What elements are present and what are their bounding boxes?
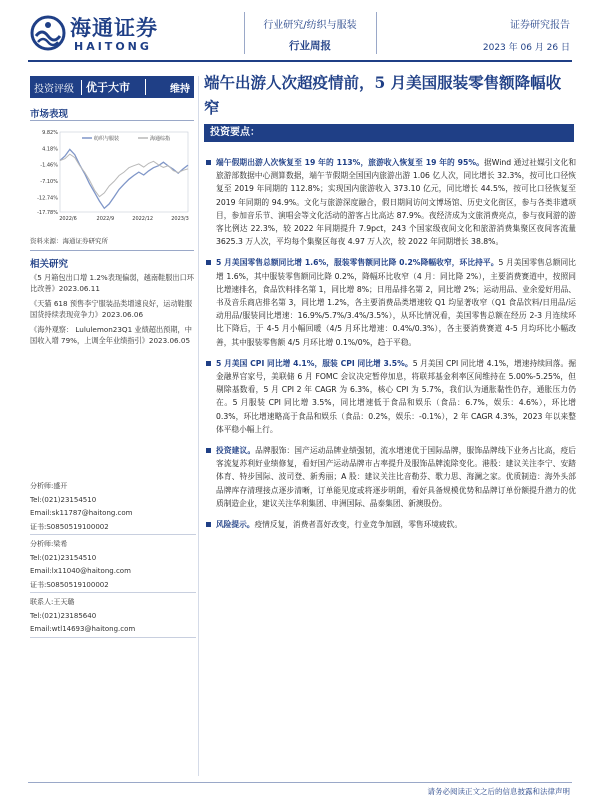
analyst-email[interactable]: Email:lx11040@haitong.com [30, 567, 131, 575]
rating-trend: 维持 [170, 83, 190, 95]
report-label: 证券研究报告 [510, 20, 570, 31]
chart-source: 资料来源：海通证券研究所 [30, 237, 108, 245]
key-points-list [206, 156, 576, 539]
related-item[interactable]: 《海外观察： Lululemon23Q1 业绩超出预期，中国收入增 79%，上调全年业绩指引》2023.06.05 [30, 325, 192, 345]
logo-chinese-name: 海通证券 [70, 15, 158, 40]
key-point [206, 518, 576, 531]
haitong-logo-icon [30, 14, 66, 52]
market-chart [30, 126, 194, 226]
analyst-card [30, 538, 196, 593]
column-divider [198, 76, 199, 776]
analyst-list [30, 480, 196, 641]
analyst-cert: 证书:S0850519100002 [30, 580, 109, 589]
y-tick-label: -17.78% [37, 210, 58, 216]
report-date: 2023 年 06 月 26 日 [482, 43, 570, 53]
report-header [0, 0, 600, 64]
analyst-tel: Tel:(021)23154510 [30, 553, 97, 562]
y-tick-label: 9.82% [42, 130, 58, 136]
key-point [206, 357, 576, 436]
series-line [60, 149, 188, 208]
y-tick-label: -12.74% [37, 195, 58, 202]
key-point-body: 疫情反复，消费者喜好改变，行业竞争加剧，零售环境疲软。 [254, 520, 463, 530]
y-tick-label: 4.18% [42, 146, 58, 153]
related-research-list [30, 272, 196, 350]
analyst-email[interactable]: Email:wtl14693@haitong.com [30, 625, 136, 633]
x-tick-label: 2022/9 [96, 216, 115, 222]
section-rule [30, 250, 194, 251]
key-point [206, 256, 576, 348]
page-title: 端午出游人次超疫情前，5 月美国服装零售额降幅收窄 [204, 73, 562, 117]
legend-label: 纺织与服装 [94, 136, 120, 142]
analyst-tel: Tel:(021)23185640 [30, 611, 97, 620]
market-title: 市场表现 [30, 109, 69, 120]
series-line [60, 154, 188, 197]
market-chart-svg [30, 126, 194, 226]
analyst-name: 联系人:王天璐 [30, 598, 75, 606]
x-tick-label: 2022/12 [132, 216, 154, 222]
analyst-tel: Tel:(021)23154510 [30, 495, 97, 504]
key-point-lead: 端午假期出游人次恢复至 19 年的 113%，旅游收入恢复至 19 年的 95%。 [216, 158, 484, 167]
analyst-card [30, 596, 196, 638]
related-item[interactable]: 《5 月箱包出口增 1.2%表现偏弱，越南鞋服出口环比改善》2023.06.11 [30, 273, 194, 293]
related-title: 相关研究 [30, 259, 69, 270]
key-point-lead: 5 月美国 CPI 同比增 4.1%，服装 CPI 同比增 3.5%。 [216, 358, 413, 368]
key-point-body: 品牌服饰：国产运动品牌业绩强韧，流水增速优于国际品牌，服饰品牌线下业务占比高，疫后客流复苏利好业绩修复，看好国产运动品牌市占率提升及服饰品牌流除变化。港股：建议关注李宁、安踏体育、特步国际、波司登、新秀丽；A 股：建议关注比音勒芬、歌力思、海澜之家。优质制造：海外头部品牌库存清理接点逐步清晰，订单能见度或将逐步明朗，看好具备规模优势和品牌订单份额提升潜力的优质制造企业，建议关注华利集团、申洲国际、晶泰集团、新澳股份。 [216, 446, 576, 508]
key-point [206, 444, 576, 510]
analyst-email[interactable]: Email:sk11787@haitong.com [30, 509, 133, 517]
key-point [206, 156, 576, 248]
industry-category: 行业研究/纺织与服装 [263, 20, 357, 31]
analyst-cert: 证书:S0850519100002 [30, 522, 109, 531]
rating-value: 优于大市 [82, 79, 146, 95]
section-rule [30, 120, 194, 121]
analyst-card [30, 480, 196, 535]
key-point-body: 据Wind 通过社媒引文化和旅游部数据中心测算数据，端午节假期全国国内旅游出游 1.06 亿人次，同比增长 32.3%，按可比口径恢复至 2019 年同期的 112.8%；实现国内旅游收入 373.10 亿元，同比增长 44.5%，按可比口径恢复至 2019 年同期的 94.9%。文化与旅游深度融合，假日期间访问文博场馆、历史文化街区，参与各类非遗项目，参加音乐节、演唱会等文化活动的游客占比高达 87.9%。夜经济成为文旅消费亮点，参与夜间游的游客比例达 22.3%，较 2022 年同期提升 7.9pct，243 个国家级夜间文化和旅游消费集聚区夜间客流量 3625.3 万人次，平均每个集聚区每夜 4.97 万人次，较 2022 年同期增长 38.8%。 [216, 158, 577, 247]
key-point-lead: 投资建议。 [216, 446, 256, 456]
key-point-lead: 风险提示。 [216, 520, 255, 530]
x-tick-label: 2023/3 [171, 216, 189, 222]
x-tick-label: 2022/6 [59, 216, 77, 222]
footer-rule [28, 782, 572, 783]
header-divider [244, 12, 245, 54]
legend-label: 海通综指 [150, 136, 171, 142]
key-points-header: 投资要点： [204, 124, 574, 142]
key-point-body: 5 月美国 CPI 同比增 4.1%，增速持续回落。掘金融界官家号，美联储 6 月 FOMC 会议决定暂停加息，将联邦基金利率区间维持在 5.00%-5.25%，但剔除基数看，5 月 CPI 2 年 CAGR 为 6.3%，核心 CPI 为 5.7%，我们认为通胀黏性仍存，通胀压力仍在。5 月服装 CPI 同比增 3.5%，同比增速低于食品和娱乐（食品：6.7%，娱乐：4.6%），环比增 0.3%，环比增速略高于食品和娱乐（食品：0.2%，娱乐：-0.1%），2 年 CAGR 4.3%，2023 年以来整体平稳小幅上行。 [216, 358, 577, 434]
company-logo [30, 12, 170, 56]
key-point-body: 5 月美国零售总额同比增 1.6%，其中服装零售额同比降 0.2%，降幅环比收窄（4 月：同比降 2%），主要消费赛道中，按照同比增速排名，食品饮料排名第 1，同比增 8%；日用品排名第 2，同比增 2%；运动用品、业余爱好用品、书及音乐商店排名第 3，同比增 1.2%，各主要消费品类增速较 Q1 均显著收窄（Q1 食品饮料/日用品/运动用品/服装同比增速：16.9%/5.7%/3.4%/3.5%），从环比情况看，美国零售总额在经历 2-3 月连续环比下降后，于 4-5 月小幅回暖（4/5 月环比增速：0.4%/0.3%），各主要消费赛道 4-5 月均环比小幅改善，其中服装零售额 4/5 月环比增 0.1%/0%，趋于平稳。 [216, 258, 576, 347]
rating-bar [30, 76, 194, 98]
y-tick-label: -7.10% [40, 179, 58, 186]
analyst-name: 分析师:盛开 [30, 482, 68, 490]
header-divider [376, 12, 377, 54]
disclaimer-footer[interactable]: 请务必阅读正文之后的信息披露和法律声明 [427, 787, 570, 796]
related-item[interactable]: 《天猫 618 预售李宁服装品类增速良好，运动鞋服国货持续表现竞争力》2023.06.06 [30, 299, 193, 319]
rating-label: 投资评级 [30, 80, 82, 95]
report-type: 行业周报 [289, 40, 331, 52]
analyst-name: 分析师:梁希 [30, 540, 68, 548]
key-point-lead: 5 月美国零售总额同比增 1.6%，服装零售额同比降 0.2%降幅收窄，环比持平。 [216, 258, 499, 268]
header-rule [28, 60, 572, 62]
y-tick-label: -1.46% [40, 162, 58, 169]
logo-english-name: HAITONG [74, 40, 152, 53]
